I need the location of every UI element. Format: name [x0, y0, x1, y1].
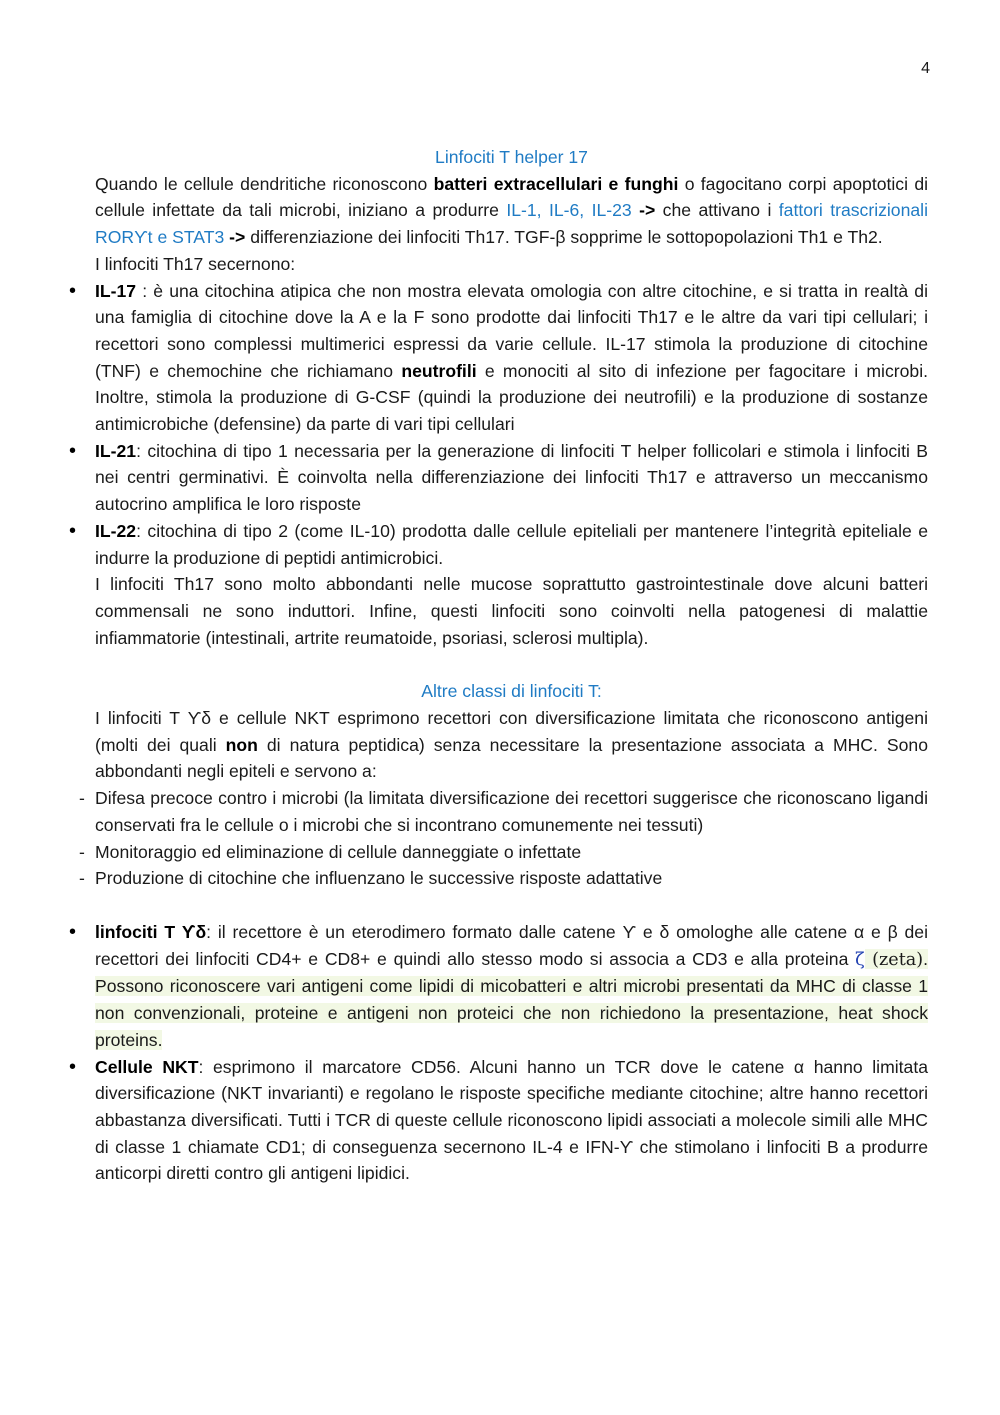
page-number: 4	[921, 60, 930, 77]
bold-term-non: non	[225, 734, 258, 755]
term-il22: IL-22	[95, 520, 137, 541]
dash-item: - Produzione di citochine che influenzano le successive risposte adattative	[95, 865, 928, 892]
text-run: : il recettore è un eterodimero formato dalle catene ϒ e δ omologhe alle catene α e β dei recettori dei linfociti CD4+ e CD8+ e quindi allo stesso modo si associa a CD3 e alla proteina	[95, 921, 928, 969]
text-run: : esprimono il marcatore CD56. Alcuni hanno un TCR dove le catene α hanno limitata diversificazione (NKT invarianti) e regolano le risposte specifiche mediante citochine; altre hanno recettori abbastanza diversificati. Tutti i TCR di queste cellule riconoscono lipidi associati a molecole simili alle MHC di classe 1 chiamate CD1; di conseguenza secernono IL-4 e IFN-ϒ che stimolano i linfociti B a produrre anticorpi diretti contro gli antigeni lipidici.	[95, 1056, 929, 1184]
functions-list	[95, 785, 928, 892]
th17-secernono-line: I linfociti Th17 secernono:	[95, 253, 296, 274]
highlight-interleukins: IL-1, IL-6, IL-23	[506, 200, 632, 221]
highlight-transcription-factors: fattori trascrizionali RORϒt e STAT3	[95, 200, 928, 248]
document-body	[95, 144, 928, 1187]
highlighted-text: . Possono riconoscere vari antigeni come lipidi di micobatteri e altri microbi presentati da MHC di classe 1 non convenzionali, proteine e antigeni non proteici che non richiedono la presentazione, heat shock proteins.	[95, 948, 929, 1050]
cell-types-list	[95, 919, 928, 1187]
section-title-th17: Linfociti T helper 17	[435, 147, 588, 167]
list-item-il22	[95, 518, 928, 571]
other-classes-intro-paragraph	[95, 705, 928, 785]
bold-term-neutrofili: neutrofili	[401, 360, 477, 381]
term-il21: IL-21	[95, 440, 137, 461]
arrow: ->	[631, 200, 656, 221]
arrow: ->	[224, 227, 246, 248]
th17-intro-paragraph	[95, 171, 928, 251]
text-run: e monociti al sito di infezione per fagocitare i microbi. Inoltre, stimola la produzione di G-CSF (quindi la produzione dei neutrofili) e la produzione di sostanze antimicrobiche (defensine) da parte di vari tipi cellulari	[95, 360, 928, 435]
spacer	[95, 892, 928, 919]
section-title-other-classes: Altre classi di linfociti T:	[421, 681, 602, 702]
text-run: differenziazione dei linfociti Th17. TGF-β sopprime le sottopopolazioni Th1 e Th2.	[245, 227, 883, 248]
th17-conclusion-paragraph: I linfociti Th17 sono molto abbondanti nelle mucose soprattutto gastrointestinale dove alcuni batteri commensali ne sono induttori. Infine, questi linfociti sono coinvolti nella patogenesi di malattie infiammatorie (intestinali, artrite reumatoide, psoriasi, sclerosi multipla).	[95, 574, 928, 648]
list-item-t-gamma-delta	[95, 919, 928, 1054]
zeta-note: (zeta)	[864, 949, 924, 970]
bold-term-bacteria: batteri extracellulari e funghi	[433, 173, 679, 194]
dash-item: - Monitoraggio ed eliminazione di cellule danneggiate o infettate	[95, 839, 928, 866]
text-run: o fagocitano corpi apoptotici di cellule infettate da tali microbi, iniziano a produrre	[95, 173, 929, 221]
spacer	[95, 651, 928, 678]
text-run: : citochina di tipo 2 (come IL-10) prodotta dalle cellule epiteliali per mantenere l’integrità epiteliale e indurre la produzione di peptidi antimicrobici.	[95, 520, 928, 568]
text-run: di natura peptidica) senza necessitare la presentazione associata a MHC. Sono abbondanti negli epiteli e servono a:	[95, 734, 928, 782]
zeta-symbol: ζ	[855, 949, 865, 970]
term-t-gamma-delta: linfociti T ϒδ	[95, 921, 207, 942]
list-item-il17	[95, 278, 928, 438]
text-run: : è una citochina atipica che non mostra elevata omologia con altre citochine, e si tratta in realtà di una famiglia di citochine dove la A e la F sono prodotte dai linfociti Th17 e le altre da vari tipi cellulari; i recettori sono complessi multimerici espressi da varie cellule. IL-17 stimola la produzione di citochine (TNF) e chemochine che richiamano	[95, 280, 928, 381]
dash-item: - Difesa precoce contro i microbi (la limitata diversificazione dei recettori suggerisce che riconoscano ligandi conservati fra le cellule o i microbi che si incontrano comunemente nei tessuti)	[95, 785, 928, 838]
text-run: I linfociti T ϒδ e cellule NKT esprimono recettori con diversificazione limitata che riconoscono antigeni (molti dei quali	[95, 708, 928, 755]
list-item-il21	[95, 438, 928, 518]
cytokine-list	[95, 278, 928, 572]
list-item-nkt	[95, 1054, 928, 1188]
term-il17: IL-17	[95, 280, 137, 301]
text-run: che attivano i	[655, 200, 779, 221]
term-nkt: Cellule NKT	[95, 1056, 199, 1077]
text-run: : citochina di tipo 1 necessaria per la generazione di linfociti T helper follicolari e stimola i linfociti B nei centri germinativi. È coinvolta nella differenziazione dei linfociti Th17 e attraverso un meccanismo autocrino amplifica le loro risposte	[95, 440, 928, 515]
text-run: Quando le cellule dendritiche riconoscono	[95, 173, 434, 194]
